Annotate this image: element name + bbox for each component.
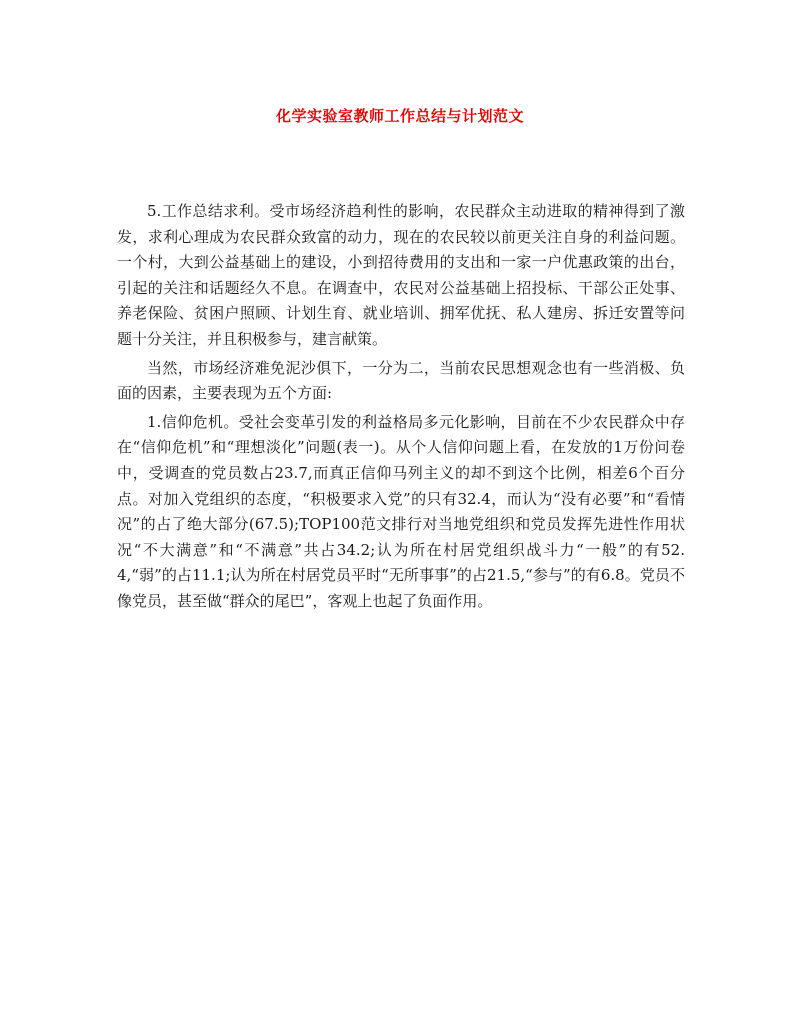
document-title: 化学实验室教师工作总结与计划范文 [275,107,524,125]
document-body [117,199,685,618]
paragraph-work-summary: 5.工作总结求利。受市场经济趋利性的影响，农民群众主动进取的精神得到了激发，求利心理成为农民群众致富的动力，现在的农民较以前更关注自身的利益问题。一个村，大到公益基础上的建设，小到招待费用的支出和一家一户优惠政策的出台，引起的关注和话题经久不息。在调查中，农民对公益基础上招投标、干部公正处事、养老保险、贫困户照顾、计划生育、就业培训、拥军优抚、私人建房、拆迁安置等问题十分关注，并且积极参与，建言献策。 [117,202,685,348]
paragraph-negative-factors: 当然，市场经济难免泥沙俱下，一分为二，当前农民思想观念也有一些消极、负面的因素，主要表现为五个方面: [117,358,685,403]
paragraph-belief-crisis: 1.信仰危机。受社会变革引发的利益格局多元化影响，目前在不少农民群众中存在“信仰危机”和“理想淡化”问题(表一)。从个人信仰问题上看，在发放的1万份问卷中，受调查的党员数占23.7,而真正信仰马列主义的却不到这个比例，相差6个百分点。对加入党组织的态度，“积极要求入党”的只有32.4，而认为“没有必要”和“看情况”的占了绝大部分(67.5);TOP100范文排行对当地党组织和党员发挥先进性作用状况“不大满意”和“不满意”共占34.2;认为所在村居党组织战斗力“一般”的有52.4,“弱”的占11.1;认为所在村居党员平时“无所事事”的占21.5,“参与”的有6.8。党员不像党员，甚至做“群众的尾巴”，客观上也起了负面作用。 [117,412,685,610]
